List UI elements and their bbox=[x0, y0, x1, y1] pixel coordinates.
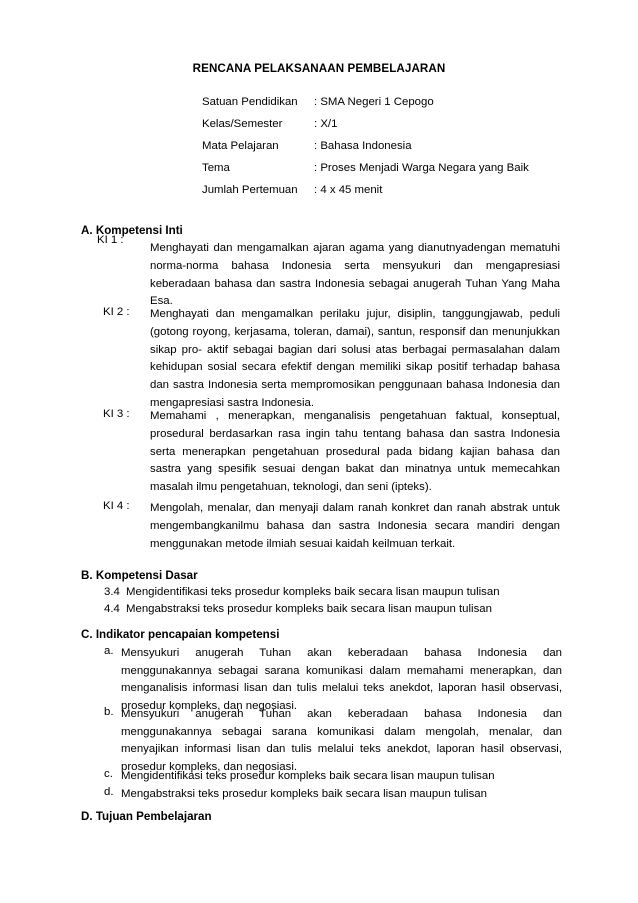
ki-text: Mengolah, menalar, dan menyaji dalam ranah konkret dan ranah abstrak untuk mengembangkanilmu bahasa dan sastra Indonesia secara mandiri dengan menggunakan metode ilmiah sesuai kaidah keilmuan terkait. bbox=[150, 502, 560, 550]
document-title: RENCANA PELAKSANAAN PEMBELAJARAN bbox=[192, 62, 446, 75]
ki-label: KI 1 : bbox=[97, 234, 124, 246]
kd-number: 3.4 bbox=[104, 586, 120, 598]
ki-label: KI 4 : bbox=[103, 500, 130, 512]
indicator-letter: c. bbox=[104, 768, 113, 780]
section-a-heading: A. Kompetensi Inti bbox=[81, 224, 183, 237]
kd-item bbox=[104, 603, 564, 615]
ki-text: Menghayati dan mengamalkan perilaku jujur, disiplin, tanggungjawab, peduli (gotong royong, kerjasama, toleran, damai), santun, responsif dan menunjukkan sikap pro- aktif sebagai bagian dari solusi atas berbagai permasalahan dalam kehidupan sosial secara efektif dengan memiliki sikap positif terhadap bahasa dan sastra Indonesia serta mempromosikan penggunaan bahasa Indonesia dan mengapresiasi sastra Indonesia. bbox=[150, 308, 560, 409]
indicator-letter: b. bbox=[104, 706, 114, 718]
ki-text: Memahami , menerapkan, menganalisis pengetahuan faktual, konseptual, prosedural berdasarkan rasa ingin tahu tentang bahasa dan sastra Indonesia serta menerapkan pengetahuan prosedural pada bidang kajian bahasa dan sastra yang spesifik sesuai dengan bakat dan minatnya untuk memecahkan masalah ilmu pengetahuan, teknologi, dan seni (ipteks). bbox=[150, 410, 560, 494]
ki-label: KI 2 : bbox=[103, 306, 130, 318]
section-b-heading: B. Kompetensi Dasar bbox=[81, 569, 198, 582]
section-d-heading: D. Tujuan Pembelajaran bbox=[81, 810, 212, 823]
indicator-text: Mengabstraksi teks prosedur kompleks baik secara lisan maupun tulisan bbox=[121, 788, 487, 800]
info-table bbox=[202, 96, 529, 206]
info-value: : SMA Negeri 1 Cepogo bbox=[314, 96, 434, 108]
info-label: Jumlah Pertemuan bbox=[202, 184, 298, 196]
info-value: : X/1 bbox=[314, 118, 338, 130]
section-c-heading: C. Indikator pencapaian kompetensi bbox=[81, 628, 280, 641]
info-value: : 4 x 45 menit bbox=[314, 184, 383, 196]
info-label: Tema bbox=[202, 162, 230, 174]
ki-label: KI 3 : bbox=[103, 408, 130, 420]
kd-text: Mengidentifikasi teks prosedur kompleks baik secara lisan maupun tulisan bbox=[126, 586, 500, 598]
kd-item bbox=[104, 586, 564, 598]
info-row bbox=[202, 96, 529, 118]
kd-number: 4.4 bbox=[104, 603, 120, 615]
info-row bbox=[202, 118, 529, 140]
info-label: Mata Pelajaran bbox=[202, 140, 279, 152]
indicator-text: Mengidentifikasi teks prosedur kompleks baik secara lisan maupun tulisan bbox=[121, 770, 495, 782]
indicator-letter: a. bbox=[104, 645, 114, 657]
info-label: Satuan Pendidikan bbox=[202, 96, 298, 108]
info-row bbox=[202, 184, 529, 206]
indicator-text: Mensyukuri anugerah Tuhan akan keberadaan bahasa Indonesia dan menggunakannya sebagai sarana komunikasi dalam memahami menerapkan, dan menganalisis informasi lisan dan tulis melalui teks anekdot, laporan hasil observasi, prosedur kompleks, dan negosiasi. bbox=[121, 647, 562, 712]
info-row bbox=[202, 162, 529, 184]
indicator-text: Mensyukuri anugerah Tuhan akan keberadaan bahasa Indonesia dan menggunakannya sebagai sarana komunikasi dalam mengolah, menalar, dan menyajikan informasi lisan dan tulis melalui teks anekdot, laporan hasil observasi, prosedur kompleks, dan negosiasi. bbox=[121, 708, 562, 773]
info-row bbox=[202, 140, 529, 162]
info-value: : Proses Menjadi Warga Negara yang Baik bbox=[314, 162, 529, 174]
kd-text: Mengabstraksi teks prosedur kompleks baik secara lisan maupun tulisan bbox=[126, 603, 492, 615]
info-value: : Bahasa Indonesia bbox=[314, 140, 412, 152]
info-label: Kelas/Semester bbox=[202, 118, 283, 130]
ki-text: Menghayati dan mengamalkan ajaran agama yang dianutnyadengan mematuhi norma-norma bahasa Indonesia serta mensyukuri dan mengapresiasi keberadaan bahasa dan sastra Indonesia sebagai anugerah Tuhan Yang Maha Esa. bbox=[150, 242, 560, 308]
indicator-letter: d. bbox=[104, 786, 114, 798]
